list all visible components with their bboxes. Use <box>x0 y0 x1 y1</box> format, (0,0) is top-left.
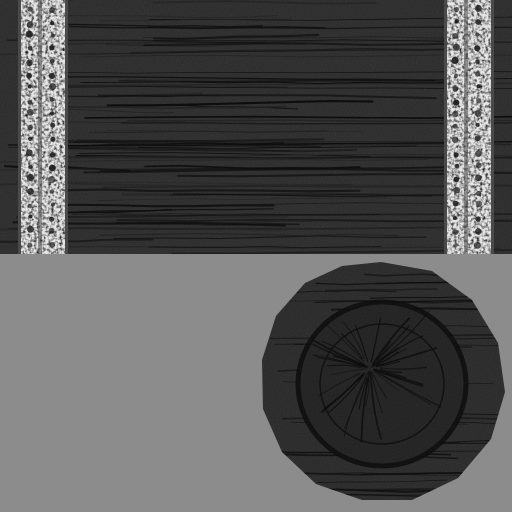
rivet <box>476 123 480 127</box>
rivet <box>453 216 457 220</box>
rivet <box>26 73 32 79</box>
rivet <box>475 110 482 117</box>
rivet <box>453 201 459 207</box>
rivet <box>475 175 482 182</box>
rivet <box>475 228 481 234</box>
rivet <box>452 57 459 64</box>
rivet <box>476 191 481 196</box>
rivet <box>474 45 480 51</box>
rivet <box>475 5 482 12</box>
rivet <box>455 164 460 169</box>
rivet <box>49 165 56 172</box>
rivet <box>27 6 32 11</box>
rivet <box>29 215 33 219</box>
rivet <box>26 60 33 67</box>
rivet <box>453 86 459 92</box>
rivet <box>454 7 459 12</box>
rivet <box>475 71 480 76</box>
rivet <box>49 83 56 90</box>
metal-strap <box>444 0 494 254</box>
wood-plank-region <box>0 0 512 254</box>
rivet <box>49 228 55 234</box>
rivet <box>50 97 55 102</box>
rivet <box>26 149 33 156</box>
rivet <box>454 74 458 78</box>
rivet <box>27 226 34 233</box>
rivet <box>49 217 54 222</box>
rivet <box>50 111 54 115</box>
rivet <box>49 7 55 13</box>
rivet <box>453 124 458 129</box>
rivet <box>48 176 55 183</box>
rivet <box>452 229 458 235</box>
rivet <box>27 204 32 209</box>
rivet <box>454 177 460 183</box>
rivet <box>455 19 459 23</box>
rivet <box>27 174 34 181</box>
rivet <box>50 59 55 64</box>
rivet <box>475 32 479 36</box>
rivet <box>476 162 482 168</box>
rivet <box>476 201 482 207</box>
rivet <box>452 137 458 143</box>
cap-grain-line <box>272 499 360 502</box>
rivet <box>453 243 457 247</box>
rivet <box>49 45 54 50</box>
rivet <box>476 98 481 103</box>
rivet <box>51 202 55 206</box>
rivet <box>453 44 460 51</box>
rivet <box>27 125 33 131</box>
rivet <box>29 165 33 169</box>
rivet <box>475 135 481 141</box>
rivet <box>50 137 55 142</box>
rivet <box>50 242 56 248</box>
cap-grain-line <box>271 501 495 503</box>
rivet <box>453 187 460 194</box>
rivet <box>475 216 480 221</box>
rivet <box>28 46 33 51</box>
rivet <box>27 109 34 116</box>
rivet <box>28 100 33 105</box>
rivet <box>474 242 481 249</box>
rivet <box>50 21 54 25</box>
rivet <box>475 150 482 157</box>
rivet <box>27 22 33 28</box>
strap-groove <box>464 0 468 254</box>
rivet <box>477 84 481 88</box>
rivet <box>28 84 32 88</box>
rivet <box>49 73 55 79</box>
strap-groove <box>38 0 42 254</box>
rivet <box>475 59 480 64</box>
rivet <box>50 152 56 158</box>
rivet <box>28 137 32 141</box>
rivet <box>50 189 54 193</box>
rivet <box>27 243 32 248</box>
rivet <box>475 19 481 25</box>
rivet <box>454 152 459 157</box>
rivet <box>50 123 55 128</box>
log-end-cap <box>259 262 512 503</box>
rivet <box>51 34 55 38</box>
rivet <box>26 31 33 38</box>
rivet <box>452 111 458 117</box>
rivet <box>453 100 459 106</box>
rivet <box>452 33 458 39</box>
rivet <box>27 188 34 195</box>
metal-strap <box>18 0 68 254</box>
